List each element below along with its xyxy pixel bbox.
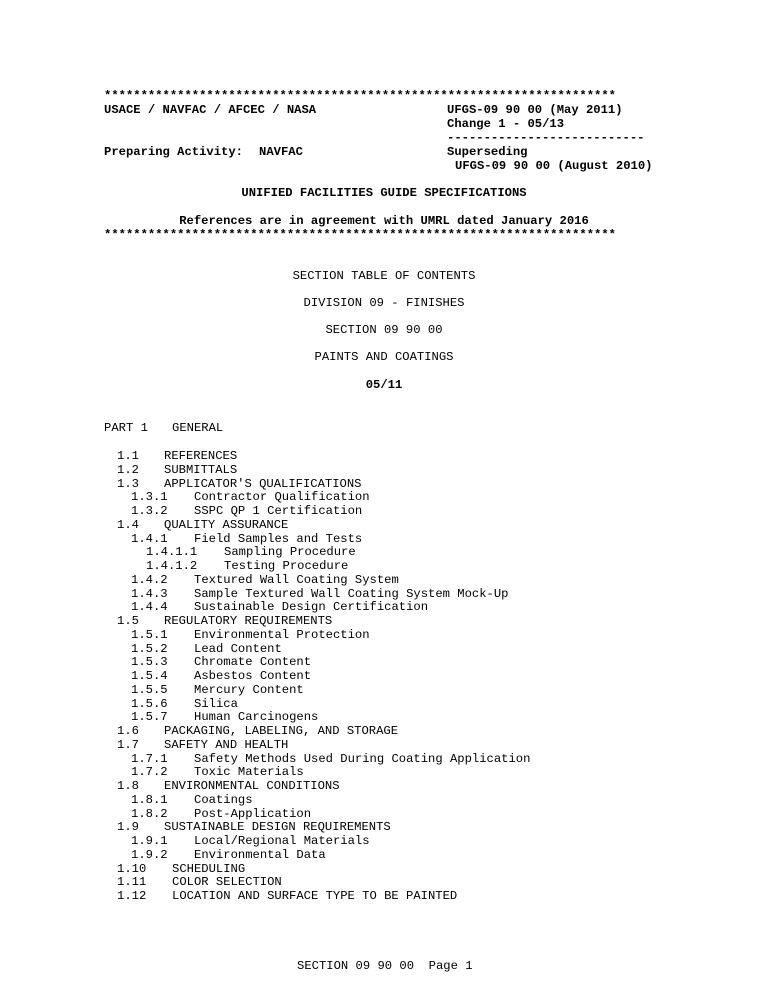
toc-entry-number: 1.4.1.1 — [146, 545, 198, 560]
toc-entry-number: 1.11 — [117, 875, 147, 890]
toc-entry-title: Human Carcinogens — [194, 710, 319, 725]
preparing-activity: NAVFAC — [259, 145, 303, 159]
toc-entry-number: 1.1 — [117, 449, 139, 463]
toc-entry-title: Contractor Qualification — [194, 490, 370, 505]
toc-entry-title: Silica — [194, 696, 238, 711]
superseded-doc: UFGS-09 90 00 (August 2010) — [455, 159, 653, 173]
toc-entry-number: 1.4.1 — [131, 531, 168, 546]
toc-entry-number: 1.4.1.2 — [146, 559, 198, 573]
toc-entry-number: 1.7 — [117, 737, 139, 752]
toc-entry-title: SAFETY AND HEALTH — [164, 737, 289, 752]
toc-entry-number: 1.8 — [117, 779, 139, 793]
toc-entry-number: 1.5.1 — [131, 627, 168, 642]
toc-entry-number: 1.8.2 — [131, 806, 168, 821]
toc-entry-number: 1.7.2 — [131, 765, 168, 780]
toc-entry-title: SUSTAINABLE DESIGN REQUIREMENTS — [164, 820, 391, 835]
superseding-label: Superseding — [447, 145, 528, 159]
toc-entry-title: Post-Application — [194, 806, 312, 821]
toc-entry-title: PACKAGING, LABELING, AND STORAGE — [164, 724, 399, 738]
toc-entry-number: 1.7.1 — [131, 751, 168, 766]
toc-entry-number: 1.3.2 — [131, 504, 168, 518]
toc-entry-number: 1.8.1 — [131, 792, 168, 807]
toc-entry-title: Textured Wall Coating System — [194, 572, 399, 587]
toc-entry-title: Sustainable Design Certification — [194, 600, 429, 615]
toc-entry-number: 1.9 — [117, 820, 139, 835]
toc-entry-title: Sampling Procedure — [224, 545, 356, 560]
part-title: GENERAL — [172, 421, 224, 435]
toc-entry-title: Coatings — [194, 792, 253, 807]
toc-entry-number: 1.5.4 — [131, 669, 168, 683]
toc-entry-number: 1.5.5 — [131, 682, 168, 697]
toc-entry-title: Environmental Data — [194, 847, 326, 862]
toc-entry-title: Field Samples and Tests — [194, 531, 363, 546]
toc-entry-title: SSPC QP 1 Certification — [194, 504, 363, 518]
toc-entry-number: 1.4 — [117, 517, 139, 532]
part-number: PART 1 — [104, 421, 148, 435]
toc-entry-title: Chromate Content — [194, 655, 312, 670]
toc-entry-number: 1.5.2 — [131, 641, 168, 656]
toc-entry-title: REFERENCES — [164, 449, 238, 463]
toc-entry-title: Testing Procedure — [224, 559, 349, 573]
toc-entry-title: Sample Textured Wall Coating System Mock-Up — [194, 586, 509, 601]
toc-entry-title: LOCATION AND SURFACE TYPE TO BE PAINTED — [172, 889, 458, 903]
toc-entry-number: 1.4.3 — [131, 586, 168, 601]
toc-entry-title: SCHEDULING — [172, 861, 246, 876]
toc-entry-title: Toxic Materials — [194, 765, 304, 780]
toc-entry-number: 1.9.2 — [131, 847, 168, 862]
toc-entry-number: 1.5.3 — [131, 655, 168, 670]
doc-id: UFGS-09 90 00 (May 2011) — [447, 103, 623, 117]
toc-entry-title: Mercury Content — [194, 682, 304, 697]
toc-heading: SECTION TABLE OF CONTENTS — [292, 269, 476, 283]
section-heading: SECTION 09 90 00 — [325, 323, 443, 337]
toc-entry-number: 1.5.6 — [131, 696, 168, 711]
toc-entry-number: 1.10 — [117, 861, 147, 876]
toc-entry-title: Environmental Protection — [194, 627, 370, 642]
toc-entry-number: 1.2 — [117, 462, 139, 477]
page-footer: SECTION 09 90 00 Page 1 — [297, 959, 473, 973]
toc-entry-title: APPLICATOR'S QUALIFICATIONS — [164, 476, 362, 491]
change-note: Change 1 - 05/13 — [447, 117, 565, 131]
preparing-activity-label: Preparing Activity: — [104, 145, 243, 159]
toc-entry-number: 1.3 — [117, 476, 139, 491]
division-heading: DIVISION 09 - FINISHES — [303, 296, 465, 310]
toc-entry-title: COLOR SELECTION — [172, 875, 282, 890]
section-date: 05/11 — [365, 378, 403, 392]
toc-entry-number: 1.5 — [117, 614, 139, 628]
toc-entry-number: 1.6 — [117, 724, 139, 738]
dash-rule: --------------------------- — [447, 131, 645, 145]
asterisk-rule-top: ********************************************************************** — [104, 89, 616, 103]
agencies: USACE / NAVFAC / AFCEC / NASA — [104, 103, 317, 117]
toc-entry-title: Safety Methods Used During Coating Application — [194, 751, 531, 766]
document-title: UNIFIED FACILITIES GUIDE SPECIFICATIONS — [241, 186, 527, 200]
asterisk-rule-bottom: ********************************************************************** — [104, 228, 616, 242]
toc-entry-number: 1.5.7 — [131, 710, 168, 725]
references-note: References are in agreement with UMRL dated January 2016 — [179, 214, 589, 228]
section-title: PAINTS AND COATINGS — [314, 350, 454, 364]
toc-entry-title: REGULATORY REQUIREMENTS — [164, 614, 333, 628]
toc-entry-title: Asbestos Content — [194, 669, 312, 683]
toc-entry-number: 1.3.1 — [131, 490, 168, 505]
toc-entry-number: 1.4.4 — [131, 600, 168, 615]
toc-entry-title: QUALITY ASSURANCE — [164, 517, 289, 532]
toc-entry-number: 1.9.1 — [131, 834, 168, 848]
toc-entry-number: 1.12 — [117, 889, 147, 903]
toc-entry-number: 1.4.2 — [131, 572, 168, 587]
toc-entry-title: SUBMITTALS — [164, 462, 238, 477]
toc-entry-title: Lead Content — [194, 641, 282, 656]
toc-entry-title: ENVIRONMENTAL CONDITIONS — [164, 779, 340, 793]
toc-entry-title: Local/Regional Materials — [194, 834, 370, 848]
